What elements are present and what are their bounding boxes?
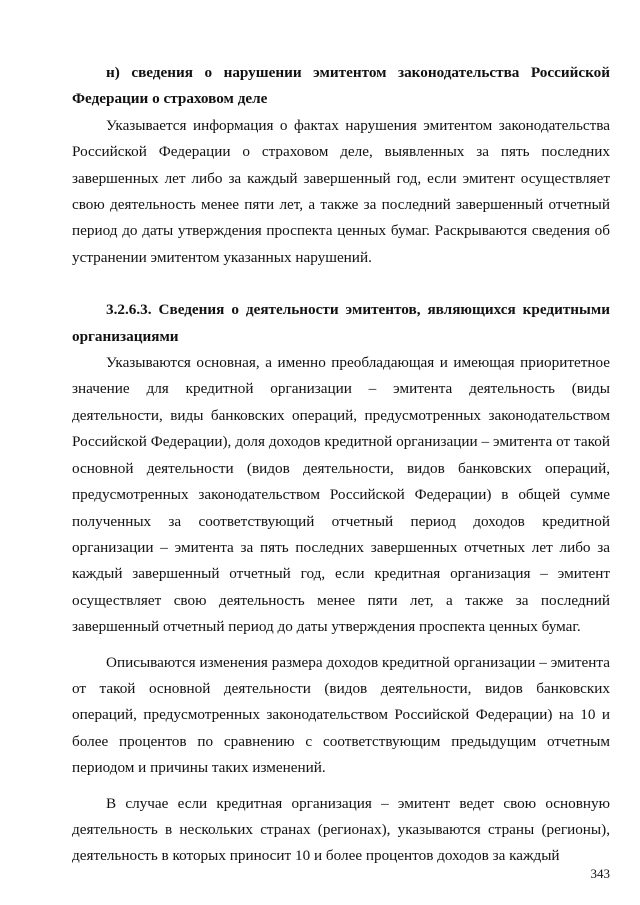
section-3-2-6-3-paragraph-2: Описываются изменения размера доходов кредитной организации – эмитента от такой основной деятельности (видов деятельности, видов банковских операций, предусмотренных законодательством Российской Федерации) на 10 и более процентов по сравнению с соответствующим предыдущим отчетным периодом и причины таких изменений. (72, 653, 610, 777)
section-n-heading: н) сведения о нарушении эмитентом законодательства Российской Федерации о страховом деле (72, 64, 610, 108)
section-3-2-6-3-heading: 3.2.6.3. Сведения о деятельности эмитентов, являющихся кредитными организациями (72, 301, 610, 345)
section-3-2-6-3-paragraph-1: Указываются основная, а именно преобладающая и имеющая приоритетное значение для кредитной организации – эмитента деятельность (виды деятельности, виды банковских операций, предусмотренных законодательством Российской Федерации), доля доходов кредитной организации – эмитента от такой основной деятельности (видов деятельности, видов банковских операций, предусмотренных законодательством Российской Федерации) в общей сумме полученных за соответствующий отчетный период доходов кредитной организации – эмитента за пять последних завершенных отчетных лет либо за каждый завершенный отчетный год, если кредитная организация – эмитент осуществляет свою деятельность менее пяти лет, а также за последний завершенный отчетный период до даты утверждения проспекта ценных бумаг. (72, 354, 610, 636)
section-3-2-6-3-paragraph-3: В случае если кредитная организация – эмитент ведет свою основную деятельность в нескольких странах (регионах), указываются страны (регионы), деятельность в которых приносит 10 и более процентов доходов за каждый (72, 794, 610, 865)
page-content (72, 60, 610, 870)
section-n-paragraph: Указывается информация о фактах нарушения эмитентом законодательства Российской Федерации о страховом деле, выявленных за пять последних завершенных лет либо за каждый завершенный год, если эмитент осуществляет свою деятельность менее пяти лет, а также за последний завершенный отчетный период до даты утверждения проспекта ценных бумаг. Раскрываются сведения об устранении эмитентом указанных нарушений. (72, 116, 610, 266)
page-number: 343 (590, 866, 610, 881)
